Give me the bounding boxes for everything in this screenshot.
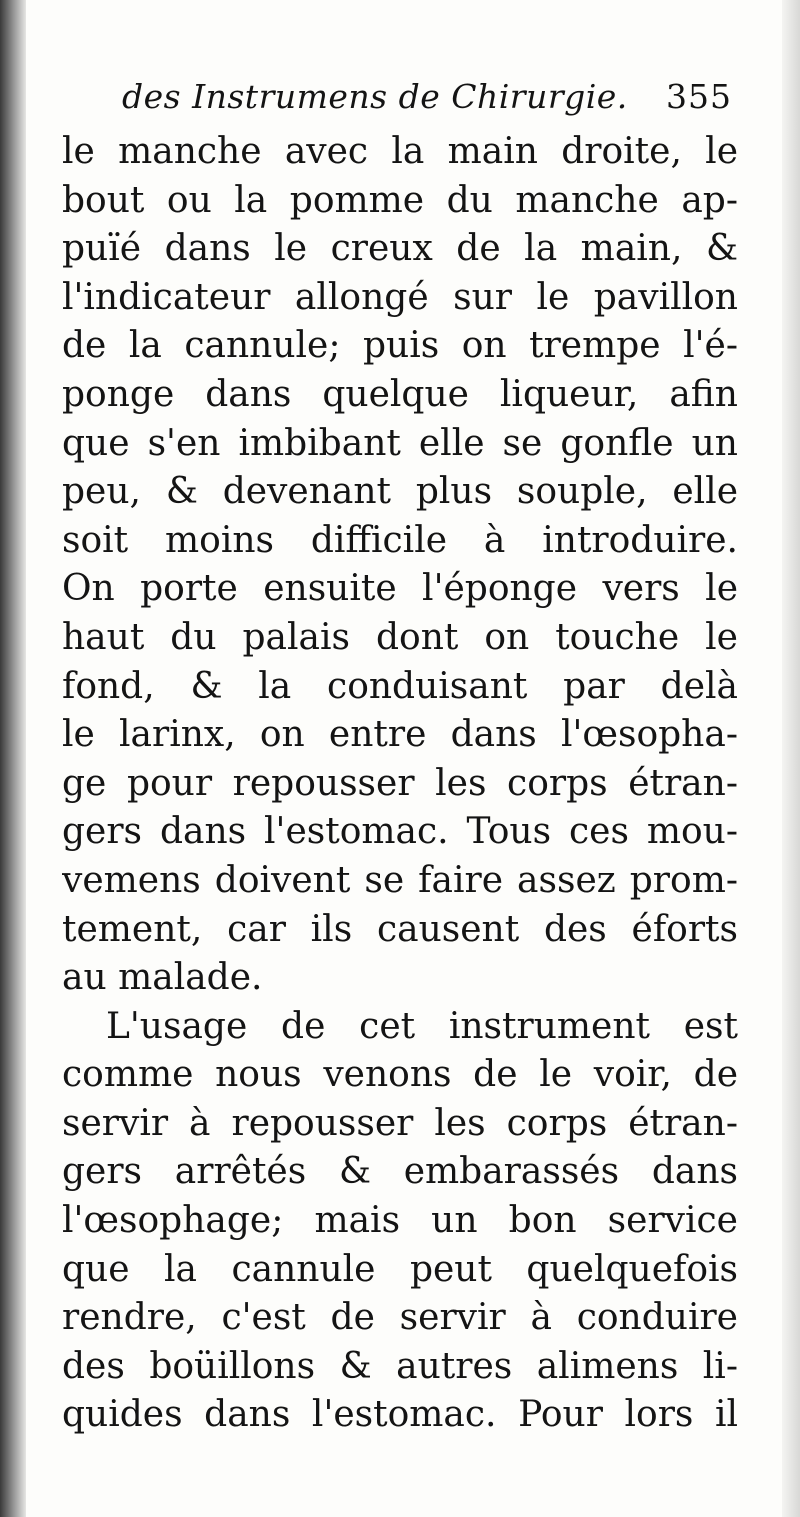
text-line: soit moins difficile à introduire.	[62, 519, 738, 561]
text-line: fond, & la conduisant par delà	[62, 665, 738, 707]
page-edge	[782, 0, 800, 1517]
text-line: ge pour repousser les corps étran-	[62, 762, 738, 804]
text-line: l'œsophage; mais un bon service	[62, 1200, 738, 1242]
page-number: 355	[666, 77, 732, 116]
text-line: peu, & devenant plus souple, elle	[62, 471, 738, 513]
running-title: des Instrumens de Chirurgie.	[122, 77, 628, 116]
text-line: vemens doivent se faire assez prom-	[62, 859, 738, 901]
page-text-block	[62, 66, 738, 1440]
text-line: comme nous venons de le voir, de	[62, 1054, 738, 1096]
text-line: bout ou la pomme du manche ap-	[62, 179, 738, 221]
text-line: des boüillons & autres alimens li-	[62, 1345, 738, 1387]
text-line: tement, car ils causent des éforts	[62, 908, 738, 950]
text-line: ponge dans quelque liqueur, afin	[62, 373, 738, 415]
text-line: rendre, c'est de servir à conduire	[62, 1297, 738, 1339]
text-line: On porte ensuite l'éponge vers le	[62, 568, 738, 610]
text-line: servir à repousser les corps étran-	[62, 1102, 738, 1144]
text-line: puïé dans le creux de la main, &	[62, 228, 738, 270]
text-line: quides dans l'estomac. Pour lors il	[62, 1394, 738, 1436]
text-line: gers arrêtés & embarassés dans	[62, 1151, 738, 1193]
text-line: gers dans l'estomac. Tous ces mou-	[62, 811, 738, 853]
paragraph-2	[62, 1003, 738, 1440]
text-line: le larinx, on entre dans l'œsopha-	[62, 714, 738, 756]
text-line: haut du palais dont on touche le	[62, 616, 738, 658]
text-line: au malade.	[62, 957, 263, 999]
text-line: que la cannule peut quelquefois	[62, 1248, 738, 1290]
text-line: que s'en imbibant elle se gonfle un	[62, 422, 738, 464]
text-line: le manche avec la main droite, le	[62, 131, 738, 172]
text-line: l'indicateur allongé sur le pavillon	[62, 276, 738, 318]
running-head	[62, 66, 738, 128]
text-line: de la cannule; puis on trempe l'é-	[62, 325, 738, 367]
gutter-shadow	[0, 0, 26, 1517]
text-line: L'usage de cet instrument est	[106, 1005, 738, 1047]
paragraph-1	[62, 128, 738, 1003]
